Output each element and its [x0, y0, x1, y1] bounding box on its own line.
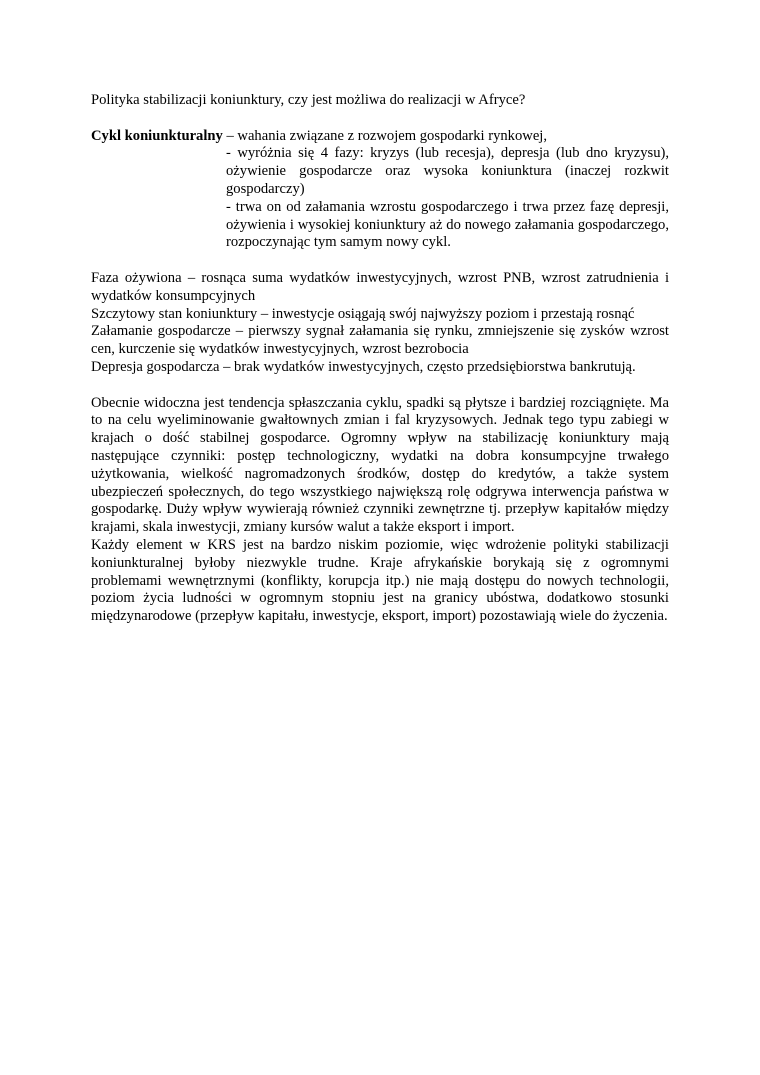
- paragraph: Obecnie widoczna jest tendencja spłaszczania cyklu, spadki są płytsze i bardziej rozciągnięte. Ma to na celu wyeliminowanie gwałtownych zmian i fal kryzysowych. Jednak tego typu zabiegi w krajach o dość stabilnej gospodarce. Ogromny wpływ na stabilizację koniunktury mają następujące czynniki: postęp technologiczny, wydatki na dobra konsumpcyjne trwałego użytkowania, wielkość nagromadzonych środków, dostęp do kredytów, a także system ubezpieczeń społecznych, do tego wszystkiego największą rolę odgrywa interwencja państwa w gospodarkę. Duży wpływ wywierają również czynniki zewnętrzne tj. przepływ kapitałów między krajami, skala inwestycji, zmiany kursów walut a także eksport i import.: [91, 394, 669, 536]
- document-page: [91, 92, 669, 626]
- phase-item: Szczytowy stan koniunktury – inwestycje osiągają swój najwyższy poziom i przestają rosnąć: [91, 305, 635, 322]
- paragraph: Każdy element w KRS jest na bardzo niskim poziomie, więc wdrożenie polityki stabilizacji koniunkturalnej byłoby niezwykle trudne. Kraje afrykańskie borykają się z ogromnymi problemami wewnętrznymi (konflikty, korupcja itp.) nie mają dostępu do nowych technologii, poziom życia ludności w ogromnym stopniu jest na granicy ubóstwa, dodatkowo stosunki międzynarodowe (przepływ kapitału, inwestycje, eksport, import) pozostawiają wiele do życzenia.: [91, 536, 669, 625]
- definition-bullets: [226, 145, 669, 252]
- definition-bullet: - trwa on od załamania wzrostu gospodarczego i trwa przez fazę depresji, ożywienia i wysokiej koniunktury aż do nowego załamania gospodarczego, rozpoczynając tym samym nowy cykl.: [226, 198, 669, 251]
- definition-text: – wahania związane z rozwojem gospodarki rynkowej,: [222, 127, 547, 144]
- phase-item: Faza ożywiona – rosnąca suma wydatków inwestycyjnych, wzrost PNB, wzrost zatrudnienia i wydatków konsumpcyjnych: [91, 269, 669, 304]
- analysis-section: [91, 395, 669, 626]
- phases-list: [91, 270, 669, 377]
- document-title: Polityka stabilizacji koniunktury, czy jest możliwa do realizacji w Afryce?: [91, 92, 526, 108]
- definition-line: [91, 128, 669, 146]
- phase-item: Depresja gospodarcza – brak wydatków inwestycyjnych, często przedsiębiorstwa bankrutują.: [91, 358, 636, 375]
- definition-bullet: - wyróżnia się 4 fazy: kryzys (lub recesja), depresja (lub dno kryzysu), ożywienie gospodarcze oraz wysoka koniunktura (inaczej rozkwit gospodarczy): [226, 145, 669, 197]
- definition-block: [91, 128, 669, 253]
- definition-term: Cykl koniunkturalny: [91, 127, 223, 144]
- phase-item: Załamanie gospodarcze – pierwszy sygnał załamania się rynku, zmniejszenie się zysków wzrost cen, kurczenie się wydatków inwestycyjnych, wzrost bezrobocia: [91, 323, 669, 358]
